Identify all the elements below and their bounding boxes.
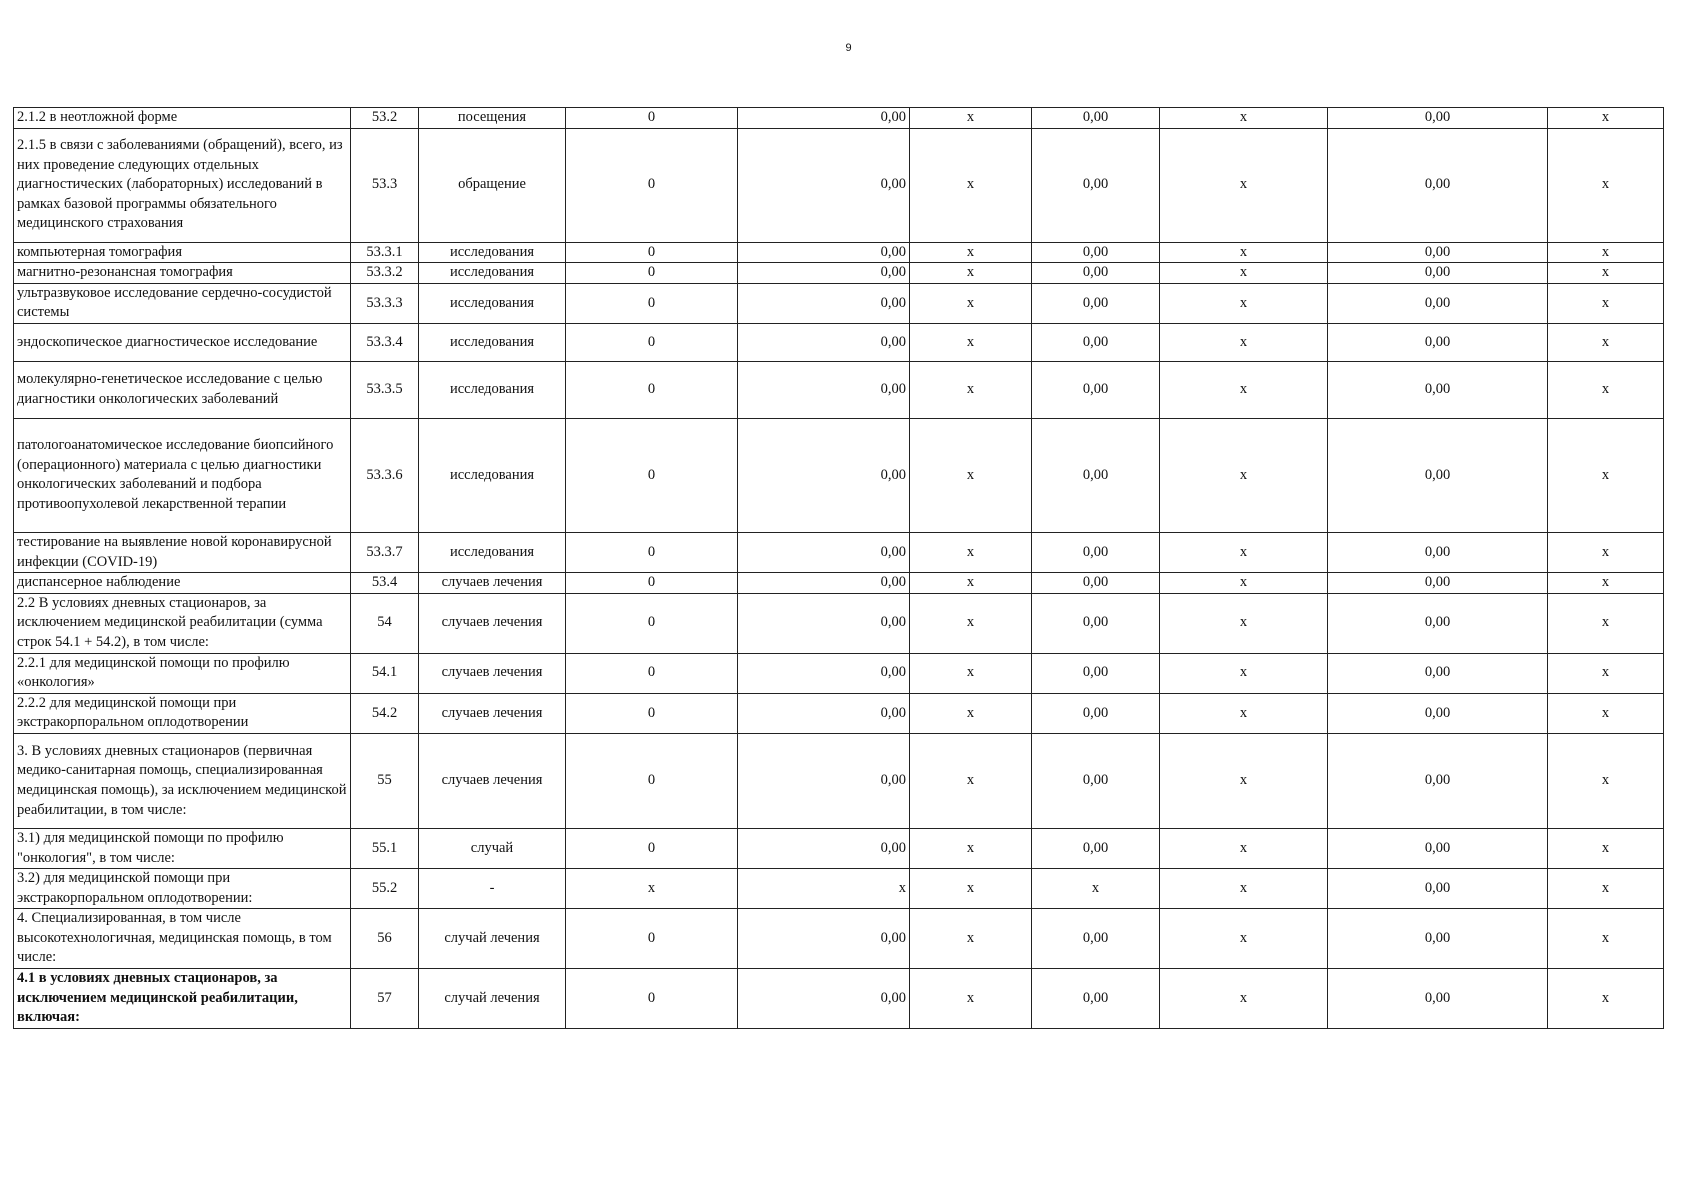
row-unit-cell: случаев лечения bbox=[419, 593, 566, 653]
row-value-col10: x bbox=[1548, 593, 1664, 653]
row-value-col4: 0 bbox=[566, 263, 738, 284]
row-code-cell: 57 bbox=[351, 969, 419, 1029]
row-value-col7: 0,00 bbox=[1032, 733, 1160, 828]
row-value-col5: 0,00 bbox=[738, 323, 910, 361]
table-row bbox=[14, 242, 1664, 263]
row-value-col7: 0,00 bbox=[1032, 828, 1160, 868]
row-value-col4: 0 bbox=[566, 969, 738, 1029]
table-row bbox=[14, 128, 1664, 242]
row-name-cell: ультразвуковое исследование сердечно-сосудистой системы bbox=[14, 283, 351, 323]
table-row bbox=[14, 828, 1664, 868]
row-value-col5: 0,00 bbox=[738, 361, 910, 418]
row-value-col9: 0,00 bbox=[1328, 263, 1548, 284]
row-code-cell: 53.3.2 bbox=[351, 263, 419, 284]
row-unit-cell: случаев лечения bbox=[419, 693, 566, 733]
row-name-cell: 3. В условиях дневных стационаров (первичная медико-санитарная помощь, специализированная медицинская помощь), за исключением медицинской реабилитации, в том числе: bbox=[14, 733, 351, 828]
row-value-col6: x bbox=[910, 733, 1032, 828]
row-unit-cell: исследования bbox=[419, 418, 566, 532]
row-name-cell: 2.2 В условиях дневных стационаров, за исключением медицинской реабилитации (сумма строк 54.1 + 54.2), в том числе: bbox=[14, 593, 351, 653]
table-row bbox=[14, 323, 1664, 361]
row-code-cell: 55 bbox=[351, 733, 419, 828]
row-name-cell: компьютерная томография bbox=[14, 242, 351, 263]
row-value-col5: 0,00 bbox=[738, 532, 910, 572]
row-value-col10: x bbox=[1548, 532, 1664, 572]
table-row bbox=[14, 733, 1664, 828]
table-row bbox=[14, 969, 1664, 1029]
row-name-cell: 2.1.5 в связи с заболеваниями (обращений), всего, из них проведение следующих отдельных диагностических (лабораторных) исследований в рамках базовой программы обязательного медицинского страхования bbox=[14, 128, 351, 242]
row-value-col6: x bbox=[910, 593, 1032, 653]
row-value-col9: 0,00 bbox=[1328, 733, 1548, 828]
table-row bbox=[14, 532, 1664, 572]
row-unit-cell: исследования bbox=[419, 283, 566, 323]
row-value-col5: 0,00 bbox=[738, 108, 910, 129]
row-value-col9: 0,00 bbox=[1328, 323, 1548, 361]
row-value-col8: x bbox=[1160, 869, 1328, 909]
row-value-col9: 0,00 bbox=[1328, 693, 1548, 733]
row-value-col7: 0,00 bbox=[1032, 593, 1160, 653]
row-value-col6: x bbox=[910, 869, 1032, 909]
row-name-cell: 4. Специализированная, в том числе высокотехнологичная, медицинская помощь, в том числе: bbox=[14, 909, 351, 969]
row-value-col10: x bbox=[1548, 418, 1664, 532]
row-value-col8: x bbox=[1160, 532, 1328, 572]
row-value-col6: x bbox=[910, 909, 1032, 969]
row-unit-cell: исследования bbox=[419, 242, 566, 263]
row-code-cell: 55.2 bbox=[351, 869, 419, 909]
row-value-col5: 0,00 bbox=[738, 909, 910, 969]
row-name-cell: магнитно-резонансная томография bbox=[14, 263, 351, 284]
row-value-col10: x bbox=[1548, 733, 1664, 828]
row-value-col10: x bbox=[1548, 283, 1664, 323]
row-value-col8: x bbox=[1160, 828, 1328, 868]
row-value-col6: x bbox=[910, 693, 1032, 733]
row-value-col10: x bbox=[1548, 128, 1664, 242]
row-value-col6: x bbox=[910, 128, 1032, 242]
row-value-col4: 0 bbox=[566, 828, 738, 868]
row-unit-cell: исследования bbox=[419, 323, 566, 361]
row-value-col8: x bbox=[1160, 418, 1328, 532]
row-value-col9: 0,00 bbox=[1328, 828, 1548, 868]
row-value-col6: x bbox=[910, 418, 1032, 532]
row-name-cell: тестирование на выявление новой коронавирусной инфекции (COVID-19) bbox=[14, 532, 351, 572]
row-value-col7: 0,00 bbox=[1032, 323, 1160, 361]
row-value-col8: x bbox=[1160, 693, 1328, 733]
row-value-col4: 0 bbox=[566, 418, 738, 532]
row-value-col7: 0,00 bbox=[1032, 361, 1160, 418]
row-value-col4: 0 bbox=[566, 733, 738, 828]
table-row bbox=[14, 573, 1664, 594]
row-value-col10: x bbox=[1548, 653, 1664, 693]
row-value-col8: x bbox=[1160, 909, 1328, 969]
row-value-col6: x bbox=[910, 532, 1032, 572]
row-code-cell: 53.3.7 bbox=[351, 532, 419, 572]
row-name-cell: диспансерное наблюдение bbox=[14, 573, 351, 594]
row-value-col7: 0,00 bbox=[1032, 969, 1160, 1029]
row-value-col5: 0,00 bbox=[738, 828, 910, 868]
row-value-col6: x bbox=[910, 263, 1032, 284]
row-name-cell: патологоанатомическое исследование биопсийного (операционного) материала с целью диагностики онкологических заболеваний и подбора противоопухолевой лекарственной терапии bbox=[14, 418, 351, 532]
row-value-col10: x bbox=[1548, 242, 1664, 263]
row-value-col8: x bbox=[1160, 573, 1328, 594]
row-value-col7: 0,00 bbox=[1032, 653, 1160, 693]
row-code-cell: 53.3 bbox=[351, 128, 419, 242]
row-code-cell: 53.3.5 bbox=[351, 361, 419, 418]
row-code-cell: 53.2 bbox=[351, 108, 419, 129]
row-value-col8: x bbox=[1160, 128, 1328, 242]
row-code-cell: 53.4 bbox=[351, 573, 419, 594]
row-value-col9: 0,00 bbox=[1328, 593, 1548, 653]
row-value-col4: x bbox=[566, 869, 738, 909]
table-row bbox=[14, 361, 1664, 418]
row-value-col9: 0,00 bbox=[1328, 108, 1548, 129]
row-value-col9: 0,00 bbox=[1328, 361, 1548, 418]
row-value-col6: x bbox=[910, 828, 1032, 868]
row-value-col4: 0 bbox=[566, 283, 738, 323]
row-value-col4: 0 bbox=[566, 909, 738, 969]
row-unit-cell: обращение bbox=[419, 128, 566, 242]
table-row bbox=[14, 869, 1664, 909]
row-name-cell: молекулярно-генетическое исследование с целью диагностики онкологических заболеваний bbox=[14, 361, 351, 418]
row-value-col9: 0,00 bbox=[1328, 573, 1548, 594]
row-value-col4: 0 bbox=[566, 128, 738, 242]
row-value-col5: 0,00 bbox=[738, 693, 910, 733]
row-unit-cell: исследования bbox=[419, 361, 566, 418]
row-value-col5: 0,00 bbox=[738, 128, 910, 242]
row-name-cell: 4.1 в условиях дневных стационаров, за исключением медицинской реабилитации, включая: bbox=[14, 969, 351, 1029]
row-value-col7: 0,00 bbox=[1032, 108, 1160, 129]
row-value-col8: x bbox=[1160, 242, 1328, 263]
table-row bbox=[14, 108, 1664, 129]
row-value-col7: 0,00 bbox=[1032, 418, 1160, 532]
row-value-col9: 0,00 bbox=[1328, 283, 1548, 323]
row-unit-cell: посещения bbox=[419, 108, 566, 129]
row-value-col8: x bbox=[1160, 283, 1328, 323]
row-value-col7: 0,00 bbox=[1032, 283, 1160, 323]
row-name-cell: 2.1.2 в неотложной форме bbox=[14, 108, 351, 129]
row-value-col5: 0,00 bbox=[738, 733, 910, 828]
row-code-cell: 53.3.4 bbox=[351, 323, 419, 361]
row-value-col5: x bbox=[738, 869, 910, 909]
row-code-cell: 54 bbox=[351, 593, 419, 653]
row-value-col4: 0 bbox=[566, 693, 738, 733]
row-name-cell: 2.2.1 для медицинской помощи по профилю «онкология» bbox=[14, 653, 351, 693]
row-code-cell: 53.3.6 bbox=[351, 418, 419, 532]
row-name-cell: эндоскопическое диагностическое исследование bbox=[14, 323, 351, 361]
row-value-col9: 0,00 bbox=[1328, 242, 1548, 263]
row-value-col7: 0,00 bbox=[1032, 573, 1160, 594]
row-value-col4: 0 bbox=[566, 361, 738, 418]
row-value-col10: x bbox=[1548, 969, 1664, 1029]
row-code-cell: 56 bbox=[351, 909, 419, 969]
row-value-col5: 0,00 bbox=[738, 283, 910, 323]
row-value-col9: 0,00 bbox=[1328, 418, 1548, 532]
table-row bbox=[14, 653, 1664, 693]
row-value-col5: 0,00 bbox=[738, 653, 910, 693]
table-row bbox=[14, 593, 1664, 653]
row-value-col4: 0 bbox=[566, 593, 738, 653]
row-value-col5: 0,00 bbox=[738, 418, 910, 532]
row-value-col9: 0,00 bbox=[1328, 653, 1548, 693]
row-value-col10: x bbox=[1548, 828, 1664, 868]
row-code-cell: 53.3.3 bbox=[351, 283, 419, 323]
row-value-col6: x bbox=[910, 653, 1032, 693]
row-value-col6: x bbox=[910, 361, 1032, 418]
row-value-col8: x bbox=[1160, 653, 1328, 693]
row-value-col8: x bbox=[1160, 108, 1328, 129]
row-value-col10: x bbox=[1548, 263, 1664, 284]
row-value-col8: x bbox=[1160, 323, 1328, 361]
row-code-cell: 54.2 bbox=[351, 693, 419, 733]
row-value-col6: x bbox=[910, 573, 1032, 594]
row-value-col9: 0,00 bbox=[1328, 532, 1548, 572]
row-value-col5: 0,00 bbox=[738, 263, 910, 284]
row-value-col10: x bbox=[1548, 869, 1664, 909]
row-value-col5: 0,00 bbox=[738, 593, 910, 653]
row-unit-cell: - bbox=[419, 869, 566, 909]
row-unit-cell: случаев лечения bbox=[419, 653, 566, 693]
row-value-col7: 0,00 bbox=[1032, 693, 1160, 733]
row-value-col8: x bbox=[1160, 733, 1328, 828]
row-value-col10: x bbox=[1548, 108, 1664, 129]
row-unit-cell: случай bbox=[419, 828, 566, 868]
row-value-col4: 0 bbox=[566, 653, 738, 693]
table-row bbox=[14, 418, 1664, 532]
row-value-col8: x bbox=[1160, 593, 1328, 653]
row-unit-cell: случаев лечения bbox=[419, 573, 566, 594]
row-value-col6: x bbox=[910, 969, 1032, 1029]
row-value-col10: x bbox=[1548, 323, 1664, 361]
row-name-cell: 2.2.2 для медицинской помощи при экстракорпоральном оплодотворении bbox=[14, 693, 351, 733]
row-value-col4: 0 bbox=[566, 242, 738, 263]
row-value-col5: 0,00 bbox=[738, 573, 910, 594]
row-value-col10: x bbox=[1548, 693, 1664, 733]
row-name-cell: 3.2) для медицинской помощи при экстракорпоральном оплодотворении: bbox=[14, 869, 351, 909]
row-unit-cell: случаев лечения bbox=[419, 733, 566, 828]
row-value-col9: 0,00 bbox=[1328, 969, 1548, 1029]
row-unit-cell: случай лечения bbox=[419, 969, 566, 1029]
row-value-col7: 0,00 bbox=[1032, 532, 1160, 572]
report-body bbox=[14, 108, 1664, 1029]
row-value-col7: 0,00 bbox=[1032, 909, 1160, 969]
row-value-col9: 0,00 bbox=[1328, 909, 1548, 969]
row-value-col10: x bbox=[1548, 573, 1664, 594]
row-value-col6: x bbox=[910, 283, 1032, 323]
row-value-col8: x bbox=[1160, 263, 1328, 284]
row-value-col5: 0,00 bbox=[738, 969, 910, 1029]
row-code-cell: 53.3.1 bbox=[351, 242, 419, 263]
row-name-cell: 3.1) для медицинской помощи по профилю "онкология", в том числе: bbox=[14, 828, 351, 868]
row-value-col4: 0 bbox=[566, 323, 738, 361]
row-value-col7: 0,00 bbox=[1032, 263, 1160, 284]
row-value-col8: x bbox=[1160, 969, 1328, 1029]
row-value-col10: x bbox=[1548, 361, 1664, 418]
report-table bbox=[13, 107, 1664, 1029]
row-value-col4: 0 bbox=[566, 573, 738, 594]
row-value-col7: 0,00 bbox=[1032, 128, 1160, 242]
row-code-cell: 55.1 bbox=[351, 828, 419, 868]
row-unit-cell: исследования bbox=[419, 263, 566, 284]
row-value-col10: x bbox=[1548, 909, 1664, 969]
table-row bbox=[14, 263, 1664, 284]
row-value-col9: 0,00 bbox=[1328, 869, 1548, 909]
row-value-col9: 0,00 bbox=[1328, 128, 1548, 242]
page-number: 9 bbox=[845, 42, 852, 54]
row-value-col6: x bbox=[910, 323, 1032, 361]
table-row bbox=[14, 693, 1664, 733]
row-value-col6: x bbox=[910, 108, 1032, 129]
row-value-col6: x bbox=[910, 242, 1032, 263]
row-unit-cell: случай лечения bbox=[419, 909, 566, 969]
row-unit-cell: исследования bbox=[419, 532, 566, 572]
row-value-col4: 0 bbox=[566, 108, 738, 129]
table-row bbox=[14, 283, 1664, 323]
row-value-col4: 0 bbox=[566, 532, 738, 572]
row-value-col5: 0,00 bbox=[738, 242, 910, 263]
row-value-col8: x bbox=[1160, 361, 1328, 418]
row-code-cell: 54.1 bbox=[351, 653, 419, 693]
table-row bbox=[14, 909, 1664, 969]
row-value-col7: 0,00 bbox=[1032, 242, 1160, 263]
row-value-col7: x bbox=[1032, 869, 1160, 909]
